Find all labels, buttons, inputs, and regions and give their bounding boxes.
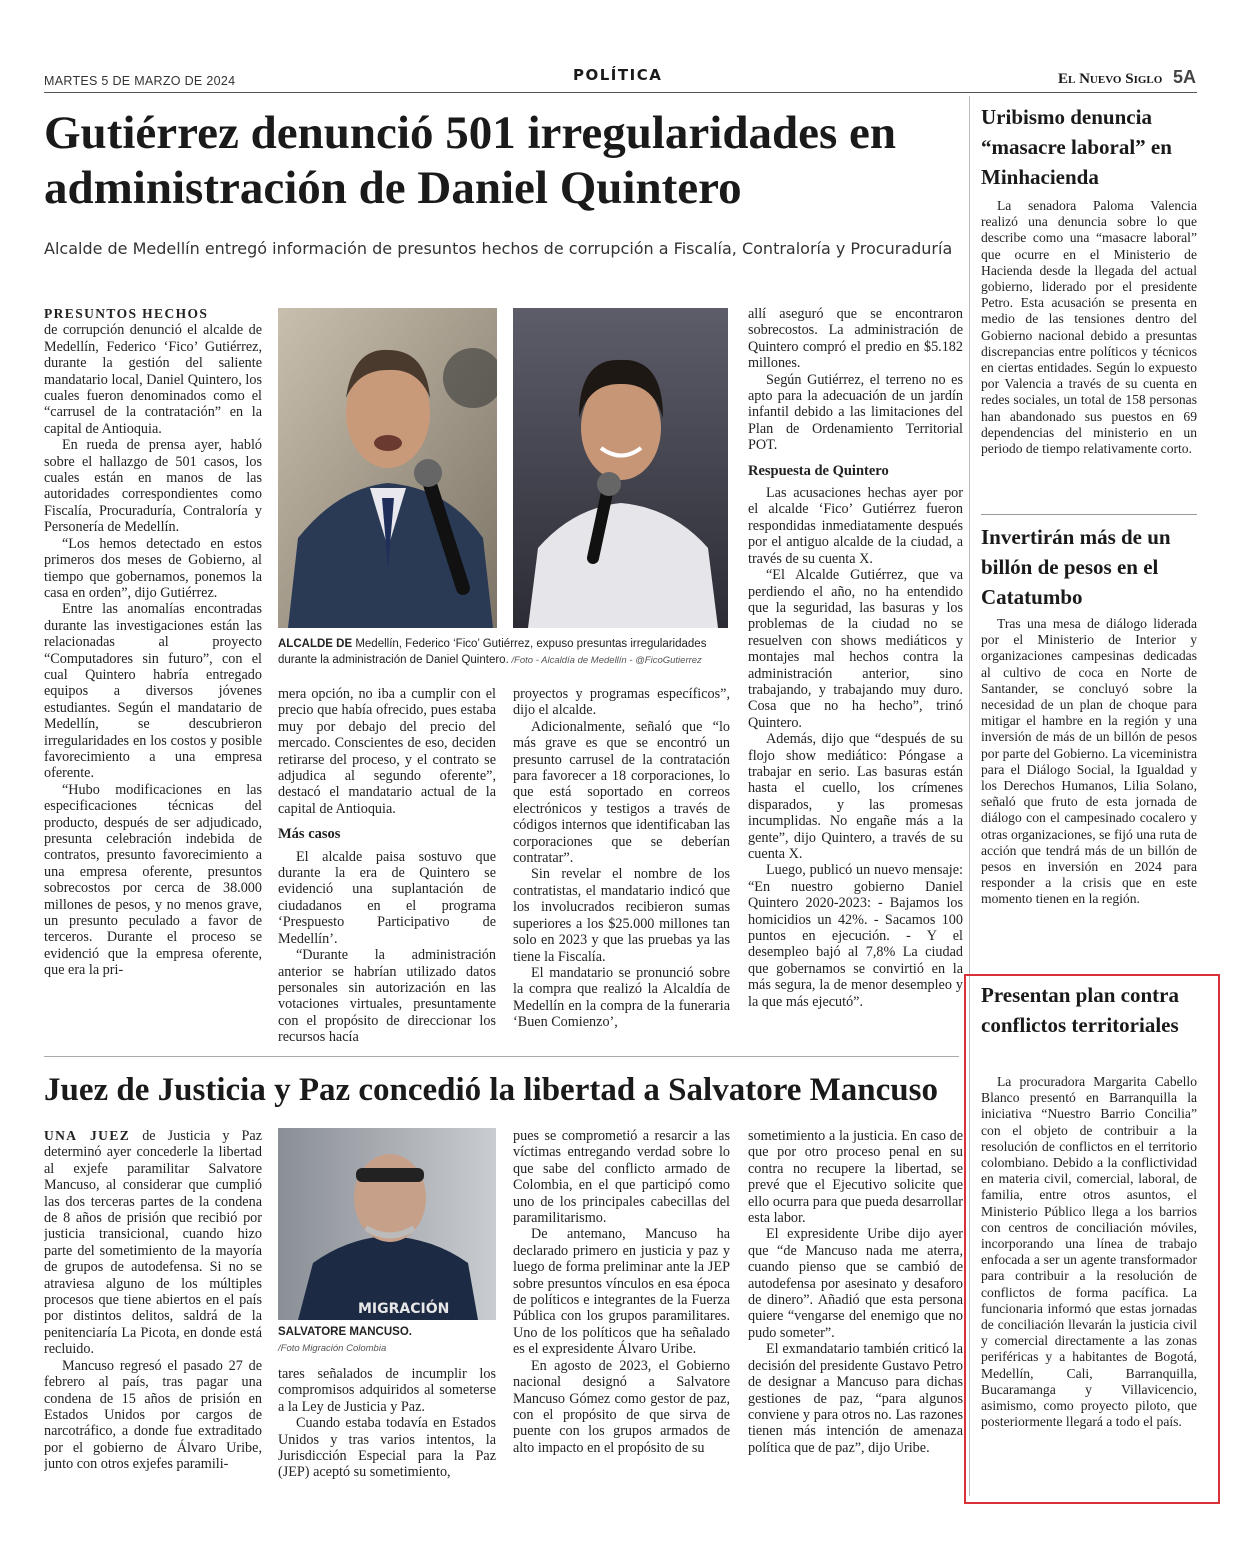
edition-date: MARTES 5 DE MARZO DE 2024 xyxy=(44,74,236,88)
header-rule xyxy=(44,92,1197,93)
sidebar-headline-3: Presentan plan contra conflictos territoriales xyxy=(981,983,1179,1037)
main-subheadline: Alcalde de Medellín entregó información de presuntos hechos de corrupción a Fiscalía, Contraloría y Procuraduría xyxy=(44,239,953,258)
paragraph: Mancuso regresó el pasado 27 de febrero al país, tras pagar una condena de 15 años de prisión en Estados Unidos por cargos de narcotráfico, a donde fue extraditado por el gobierno de Álvaro Uribe, junto con otros exjefes paramili- xyxy=(44,1357,262,1473)
article-divider xyxy=(44,1056,959,1057)
main-headline: Gutiérrez denunció 501 irregularidades en administración de Daniel Quintero xyxy=(44,107,897,214)
portrait-gutierrez-image xyxy=(278,308,497,628)
main-column-2 xyxy=(278,686,496,1052)
photo-quintero xyxy=(513,308,728,628)
paragraph: de corrupción denunció el alcalde de Medellín, Federico ‘Fico’ Gutiérrez, durante la gestión del saliente mandatario local, Daniel Quintero, los cuales fueron denominados como el “carrusel de la contratación” en la capital de Antioquia. xyxy=(44,322,262,437)
paragraph: El exmandatario también criticó la decisión del presidente Gustavo Petro de designar a Mancuso para dichas gestiones de paz, “para algunos conviene y para otros no. Las razones tienen más intención de amenaza política que de paz”, dijo Uribe. xyxy=(748,1341,963,1456)
second-column-4 xyxy=(748,1128,963,1508)
paragraph: proyectos y programas específicos”, dijo el alcalde. xyxy=(513,686,730,719)
section-name: POLÍTICA xyxy=(573,66,663,84)
sidebar-body-2: Tras una mesa de diálogo liderada por el Ministerio de Interior y organizaciones campesinas dedicadas al cultivo de coca en Norte de Santander, se concluyó sobre la necesidad de un plan de choque para mitigar el hambre en la región y una inversión de más de un billón de pesos por parte del Gobierno. La viceministra para el Diálogo Social, la Igualdad y los Derechos Humanos, Lilia Solano, señaló que fruto de esta jornada de diálogo con el campesinado cocalero y otras organizaciones, se fijó una ruta de acción que tendrá más de un billón de pesos en inversión en 2024 para responder a la crisis que en este momento tienen en la región. xyxy=(981,616,1197,907)
paragraph: mera opción, no iba a cumplir con el precio que había ofrecido, pues estaba muy por debajo del precio del mercado. Conscientes de eso, deciden retirarse del proceso, y el contrato se adjudica al segundo oferente”, destacó el mandatario actual de la capital de Antioquia. xyxy=(278,686,496,817)
caption-lead: SALVATORE MANCUSO. xyxy=(278,1326,412,1338)
paragraph: “Hubo modificaciones en las especificaciones técnicas del producto, después de ser adjudicado, presunta celebración indebida de contratos, presunto favorecimiento a una empresa oferente, presuntos sobrecostos por cerca de 38.000 millones de pesos, y no menos grave, un presunto peculado a favor de terceros. Durante el proceso se evidenció que la empresa oferente, que era la pri- xyxy=(44,781,262,979)
section-heading: Más casos xyxy=(278,826,341,843)
photo-credit: /Foto - Alcaldía de Medellín - @FicoGutierrez xyxy=(508,655,702,666)
photo-credit: /Foto Migración Colombia xyxy=(278,1343,387,1354)
caption-text: Medellín, Federico ‘Fico’ Gutiérrez, expuso presuntas irregularidades durante la administración de Daniel Quintero. xyxy=(278,638,707,666)
photo-mancuso xyxy=(278,1128,496,1320)
sidebar-body-3: La procuradora Margarita Cabello Blanco presentó en Barranquilla la iniciativa “Nuestro Barrio Concilia” con el objeto de contribuir a la resolución de conflictos en el territorio colombiano. Debido a la conflictividad en materia civil, comercial, laboral, de familia, entre otros asuntos, el Ministerio Público llega a los barrios con centros de conciliación móviles, incorporando una línea de trabajo enfocada a ser un agente transformador para contribuir a la resolución de conflictos de forma pacífica. La funcionaria informó que estas jornadas de conciliación llevarán la justicia civil y comercial directamente a las zonas periféricas y a habitantes de Bogotá, Medellín, Cali, Barranquilla, Bucaramanga y Villavicencio, asimismo, como proyecto piloto, que posteriormente llegará a todo el país. xyxy=(981,1074,1197,1430)
portrait-quintero-image xyxy=(513,308,728,628)
section-heading: Respuesta de Quintero xyxy=(748,462,889,479)
paragraph: Entre las anomalías encontradas durante las investigaciones están las relacionadas al proyecto “Computadores sin futuro”, con el cual Quintero habría entregado equipos a diversos jóvenes estudiantes. Según el mandatario de Medellín, se descubrieron irregularidades en los costos y posible favorecimiento a una empresa oferente. xyxy=(44,601,262,782)
sidebar-headline-1: Uribismo denuncia “masacre laboral” en Minhacienda xyxy=(981,105,1172,189)
paragraph: “Los hemos detectado en estos primeros dos meses de Gobierno, al tiempo que gobernamos, ponemos la casa en orden”, dijo Gutiérrez. xyxy=(44,535,262,601)
paragraph: Luego, publicó un nuevo mensaje: “En nuestro gobierno Daniel Quintero 2020-2023: - Bajamos los homicidios un 42%. - Sacamos 100 puntos en ejecución. - Y el desempleo bajó al 7,8% La ciudad que gobernamos se convirtió en la más segura, la de menor desempleo y la que más ejecutó”. xyxy=(748,862,963,1010)
vest-label: MIGRACIÓN xyxy=(358,1301,450,1317)
paragraph: Sin revelar el nombre de los contratistas, el mandatario indicó que los involucrados recibieron sumas superiores a los $25.000 millones tan solo en 2023 y que las pruebas ya las tiene la Fiscalía. xyxy=(513,866,730,965)
sidebar-body-1: La senadora Paloma Valencia realizó una denuncia sobre lo que describe como una “masacre laboral” que ocurre en el Ministerio de Hacienda desde la llegada del actual gobierno, liderado por el presidente Petro. Esta acusación se presenta en medio de las tensiones dentro del Gobierno nacional debido a presuntas discrepancias entre políticos y técnicos en ciertas entidades. Según lo expuesto por Valencia a través de su cuenta en redes sociales, un total de 158 personas han abandonado sus puestos en 69 dependencias del ministerio en un periodo de tiempo relativamente corto. xyxy=(981,198,1197,457)
paragraph: El mandatario se pronunció sobre la compra que realizó la Alcaldía de Medellín en la compra de la funeraria ‘Buen Comienzo’, xyxy=(513,964,730,1031)
paragraph: El expresidente Uribe dijo ayer que “de Mancuso nada me aterra, cuando pienso que se cambió de autodefensa por asesinato y desaforo de dinero”. Añadió que esta persona quiere “vengarse del enemigo que no pudo someter”. xyxy=(748,1226,963,1341)
second-column-2 xyxy=(278,1366,496,1508)
main-column-4 xyxy=(748,306,963,1052)
paragraph: Adicionalmente, señaló que “lo más grave es que se encontró un presunto carrusel de la contratación para favorecer a 18 corporaciones, lo que está soportado en correos electrónicos y testigos a través de códigos internos que identificaban las corporaciones que se deberían contratar”. xyxy=(513,718,730,867)
second-column-1 xyxy=(44,1128,262,1508)
paragraph: de Justicia y Paz determinó ayer concederle la libertad al exjefe paramilitar Salvatore Mancuso, al considerar que cumplió las dos terceras partes de la condena de 8 años de prisión que recibió por justicia transicional, cuando hizo parte del sometimiento de la mayoría de grupos de autodefensa. Si no se atraviesa alguno de los múltiples procesos que tiene abiertos en el país por distintos delitos, saldrá de la penitenciaría La Picota, en donde está recluido. xyxy=(44,1128,262,1358)
main-column-1 xyxy=(44,306,262,1052)
newspaper-logo: El Nuevo Siglo xyxy=(1058,71,1163,87)
photo-caption xyxy=(278,636,730,669)
paragraph: allí aseguró que se encontraron sobrecostos. La administración de Quintero compró el predio en $5.182 millones. xyxy=(748,306,963,372)
page-number: 5A xyxy=(1173,67,1197,87)
paragraph: sometimiento a la justicia. En caso de que por otro proceso penal en su contra no recupere la libertad, se prevé que el Ejecutivo solicite que ello ocurra para que pueda desarrollar esta labor. xyxy=(748,1128,963,1227)
paragraph: Según Gutiérrez, el terreno no es apto para la adecuación de un jardín infantil debido a las limitaciones del Plan de Ordenamiento Territorial POT. xyxy=(748,371,963,454)
paragraph: “Durante la administración anterior se habrían utilizado datos personales sin autorización en las votaciones virtuales, presuntamente con el propósito de direccionar los recursos hacía xyxy=(278,947,496,1046)
paragraph: tares señalados de incumplir los compromisos adquiridos al someterse a la Ley de Justicia y Paz. xyxy=(278,1366,496,1415)
paragraph: De antemano, Mancuso ha declarado primero en justicia y paz y luego de forma preliminar ante la JEP sobre presuntos vínculos en esa época de políticos e integrantes de la Fuerza Pública con los grupos paramilitares. Uno de los políticos que ha señalado es el expresidente Álvaro Uribe. xyxy=(513,1226,730,1358)
photo-caption xyxy=(278,1324,496,1357)
paragraph: Además, dijo que “después de su flojo show mediático: Póngase a trabajar en serio. Las basuras están hasta el cuello, los crímenes disparados, y las promesas incumplidas. No engañe más a la gente”, dijo Quintero, a través de su cuenta X. xyxy=(748,731,963,862)
caption-lead: ALCALDE DE xyxy=(278,638,353,650)
second-headline: Juez de Justicia y Paz concedió la libertad a Salvatore Mancuso xyxy=(44,1072,938,1108)
sidebar-headline-2: Invertirán más de un billón de pesos en el Catatumbo xyxy=(981,525,1171,609)
sidebar-rule xyxy=(981,514,1197,515)
paragraph: “El Alcalde Gutiérrez, que va perdiendo el año, no ha entendido que la seguridad, las basuras y los problemas de la ciudad no se resuelven con shows mediáticos y montajes mal hechos contra la administración anterior, sino trabajando, y trabajando muy duro. Cosa que no ha hecho”, trinó Quintero. xyxy=(748,567,963,731)
paragraph: En rueda de prensa ayer, habló sobre el hallazgo de 501 casos, los cuales están en manos de las autoridades correspondientes como Fiscalía, Procuraduría, Contraloría y Personería de Medellín. xyxy=(44,437,262,536)
paragraph: El alcalde paisa sostuvo que durante la era de Quintero se evidenció una suplantación de ciudadanos en el programa ‘Prespuesto Participativo de Medellín’. xyxy=(278,848,496,947)
lead-caps: UNA JUEZ xyxy=(44,1128,131,1143)
paragraph: Las acusaciones hechas ayer por el alcalde ‘Fico’ Gutiérrez fueron respondidas inmediatamente después por el antiguo alcalde de la ciudad, a través de su cuenta X. xyxy=(748,485,963,567)
paragraph: pues se comprometió a resarcir a las víctimas entregando verdad sobre lo que sabe del conflicto armado de Colombia, en el que participó como uno de los principales cabecillas del paramilitarismo. xyxy=(513,1128,730,1227)
second-column-3 xyxy=(513,1128,730,1508)
main-column-3 xyxy=(513,686,730,1052)
photo-gutierrez xyxy=(278,308,497,628)
lead-caps: PRESUNTOS HECHOS xyxy=(44,306,209,321)
paragraph: En agosto de 2023, el Gobierno nacional designó a Salvatore Mancuso Gómez como gestor de paz, con el propósito de que sirva de puente con los grupos armados de alto impacto en el propósito de su xyxy=(513,1357,730,1456)
portrait-mancuso-image xyxy=(278,1128,496,1320)
paragraph: Cuando estaba todavía en Estados Unidos y tras varios intentos, la Jurisdicción Especial para la Paz (JEP) aceptó su sometimiento, xyxy=(278,1415,496,1481)
